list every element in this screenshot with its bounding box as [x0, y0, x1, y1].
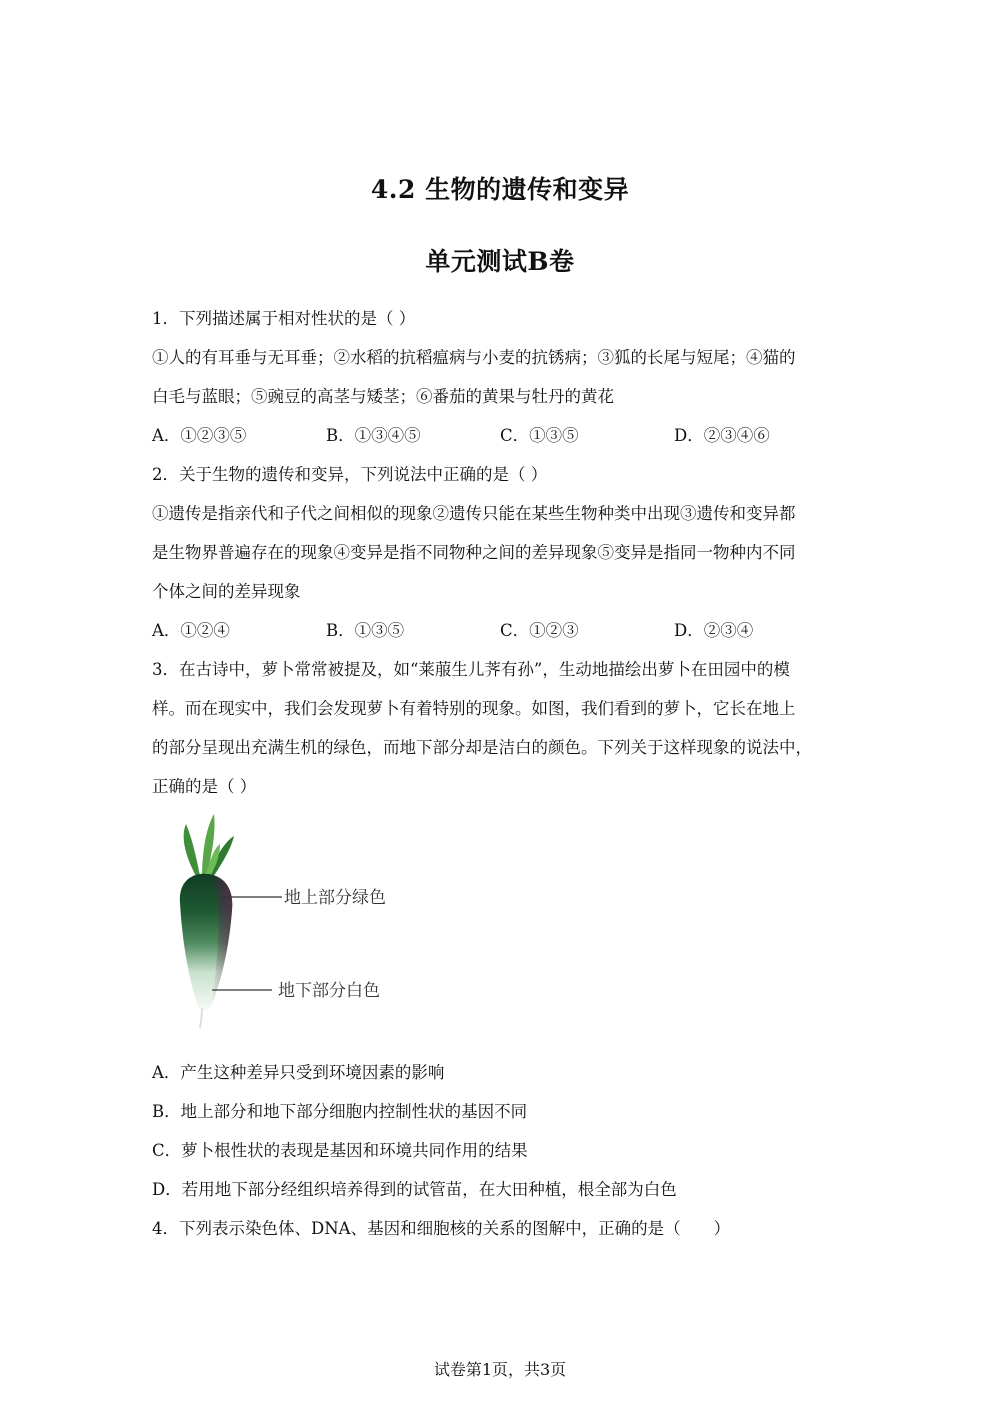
radish-figure: [160, 808, 420, 1034]
q4-stem: 4．下列表示染色体、DNA、基因和细胞核的关系的图解中，正确的是（ ）: [152, 1219, 731, 1238]
q2-option-a: A．①②④: [152, 621, 230, 640]
radish-leaf-left: [184, 824, 200, 880]
q2-stem: 2．关于生物的遗传和变异，下列说法中正确的是（ ）: [152, 465, 548, 484]
q3-option-d: D．若用地下部分经组织培养得到的试管苗，在大田种植，根全部为白色: [152, 1180, 677, 1199]
q2-text-line-2: 是生物界普遍存在的现象④变异是指不同物种之间的差异现象⑤变异是指同一物种内不同: [152, 543, 796, 562]
q3-option-c: C．萝卜根性状的表现是基因和环境共同作用的结果: [152, 1141, 528, 1160]
q2-text-line-1: ①遗传是指亲代和子代之间相似的现象②遗传只能在某些生物种类中出现③遗传和变异都: [152, 504, 796, 523]
q2-option-b: B．①③⑤: [326, 621, 405, 640]
q1-stem: 1．下列描述属于相对性状的是（ ）: [152, 309, 416, 328]
q3-text-line-2: 样。而在现实中，我们会发现萝卜有着特别的现象。如图，我们看到的萝卜，它长在地上: [152, 699, 796, 718]
radish-tip: [200, 1008, 202, 1028]
q3-text-line-3: 的部分呈现出充满生机的绿色，而地下部分却是洁白的颜色。下列关于这样现象的说法中，: [152, 738, 812, 757]
q2-option-d: D．②③④: [674, 621, 754, 640]
q1-option-a: A．①②③⑤: [152, 426, 247, 445]
q1-option-b: B．①③④⑤: [326, 426, 421, 445]
q2-text-line-3: 个体之间的差异现象: [152, 582, 301, 601]
q1-option-d: D．②③④⑥: [674, 426, 770, 445]
q3-text-line-4: 正确的是（ ）: [152, 777, 257, 796]
q2-option-c: C．①②③: [500, 621, 579, 640]
q1-text-line-1: ①人的有耳垂与无耳垂；②水稻的抗稻瘟病与小麦的抗锈病；③狐的长尾与短尾；④猫的: [152, 348, 796, 367]
page-title: 4.2 生物的遗传和变异: [370, 175, 630, 204]
q3-text-line-1: 3．在古诗中，萝卜常常被提及，如“莱菔生儿荠有孙”，生动地描绘出萝卜在田园中的模: [152, 660, 790, 679]
page-subtitle: 单元测试B卷: [425, 247, 575, 276]
q1-option-c: C．①③⑤: [500, 426, 579, 445]
q1-text-line-2: 白毛与蓝眼；⑤豌豆的高茎与矮茎；⑥番茄的黄果与牡丹的黄花: [152, 387, 614, 406]
q3-option-b: B．地上部分和地下部分细胞内控制性状的基因不同: [152, 1102, 528, 1121]
page-footer: 试卷第1页，共3页: [433, 1360, 567, 1379]
figure-label-above-ground: 地上部分绿色: [284, 888, 386, 908]
figure-label-below-ground: 地下部分白色: [278, 981, 380, 1001]
q3-option-a: A．产生这种差异只受到环境因素的影响: [152, 1063, 445, 1082]
